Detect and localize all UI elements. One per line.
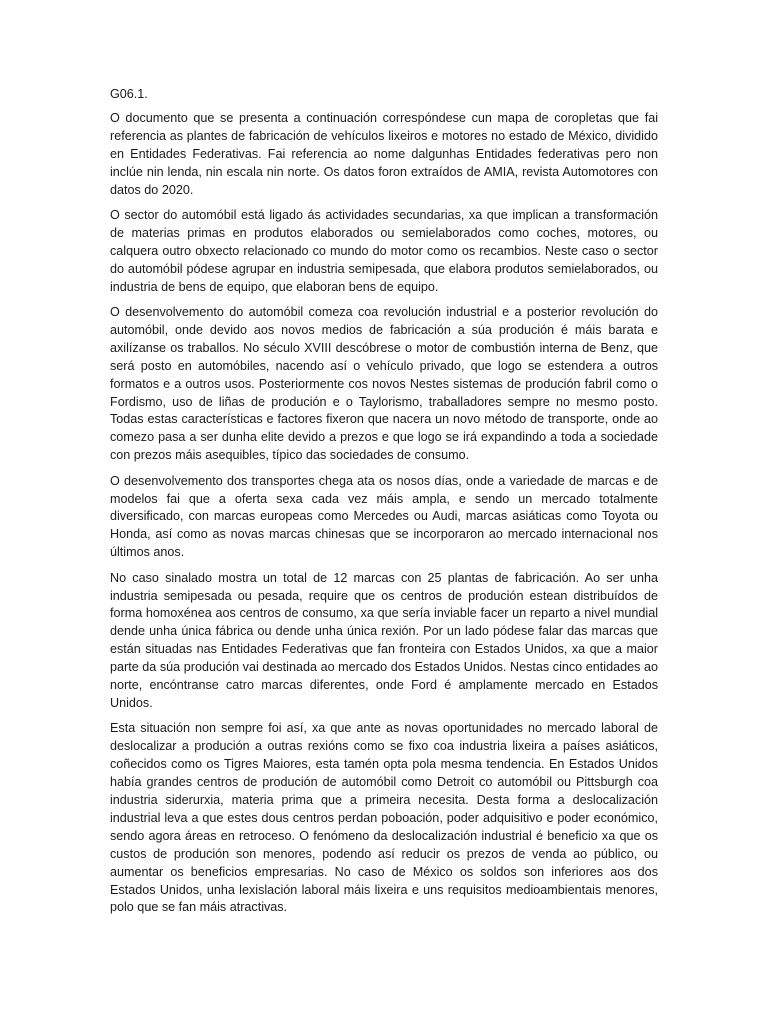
paragraph-6: Esta situación non sempre foi así, xa que ante as novas oportunidades no mercado laboral de deslocalizar a produción a outras rexións como se fixo coa industria lixeira a países asiáticos, coñecidos como os Tigres Maiores, esta tamén opta pola mesma tendencia. En Estados Unidos había grandes centros de produción de automóbil como Detroit co automóbil ou Pittsburgh coa industria siderurxia, materia prima que a primeira necesita. Desta forma a deslocalización industrial leva a que estes dous centros perdan poboación, poder adquisitivo e poder económico, sendo agora áreas en retroceso. O fenómeno da deslocalización industrial é beneficio xa que os custos de produción son menores, podendo así reducir os prezos de venda ao público, ou aumentar os beneficios empresarias. No caso de México os soldos son inferiores aos dos Estados Unidos, unha lexislación laboral máis lixeira e uns requisitos medioambientais menores, polo que se fan máis atractivas. xyxy=(110,721,658,915)
paragraph-5: No caso sinalado mostra un total de 12 marcas con 25 plantas de fabricación. Ao ser unha industria semipesada ou pesada, require que os centros de produción estean distribuídos de forma homoxénea aos centros de consumo, xa que sería inviable facer un reparto a nivel mundial dende unha única fábrica ou dende unha única rexión. Por un lado pódese falar das marcas que están situadas nas Entidades Federativas que fan fronteira con Estados Unidos, xa que a maior parte da súa produción vai destinada ao mercado dos Estados Unidos. Nestas cinco entidades ao norte, encóntranse catro marcas diferentes, onde Ford é amplamente mercado en Estados Unidos. xyxy=(110,570,658,710)
document-heading: G06.1. xyxy=(110,87,148,101)
paragraph-3: O desenvolvemento do automóbil comeza coa revolución industrial e a posterior revolución do automóbil, onde devido aos novos medios de fabricación a súa produción é máis barata e axilízanse os traballos. No século XVIII descóbrese o motor de combustión interna de Benz, que será posto en automóbiles, nacendo así o vehículo privado, que logo se estendera a outros formatos e a outros usos. Posteriormente cos novos Nestes sistemas de produción fabril como o Fordismo, uso de liñas de produción e o Taylorismo, traballadores sempre no mesmo posto. Todas estas características e factores fixeron que nacera un novo método de transporte, onde ao comezo pasa a ser dunha elite devido a prezos e que logo se irá expandindo a toda a sociedade con prezos máis asequibles, típico das sociedades de consumo. xyxy=(110,304,658,463)
paragraph-4: O desenvolvemento dos transportes chega ata os nosos días, onde a variedade de marcas e de modelos fai que a oferta sexa cada vez máis ampla, e sendo un mercado totalmente diversificado, con marcas europeas como Mercedes ou Audi, marcas asiáticas como Toyota ou Honda, así como as novas marcas chinesas que se incorporaron ao mercado internacional nos últimos anos. xyxy=(110,473,658,560)
paragraph-1: O documento que se presenta a continuación correspóndese cun mapa de coropletas que fai referencia as plantes de fabricación de vehículos lixeiros e motores no estado de México, dividido en Entidades Federativas. Fai referencia ao nome dalgunhas Entidades federativas pero non inclúe nin lenda, nin escala nin norte. Os datos foron extraídos de AMIA, revista Automotores con datos do 2020. xyxy=(110,110,658,197)
paragraph-2: O sector do automóbil está ligado ás actividades secundarias, xa que implican a transformación de materias primas en produtos elaborados ou semielaborados como coches, motores, ou calquera outro obxecto relacionado co mundo do motor como os recambios. Neste caso o sector do automóbil pódese agrupar en industria semipesada, que elabora produtos semielaborados, ou industria de bens de equipo, que elaboran bens de equipo. xyxy=(110,207,658,294)
document-page xyxy=(110,86,658,925)
